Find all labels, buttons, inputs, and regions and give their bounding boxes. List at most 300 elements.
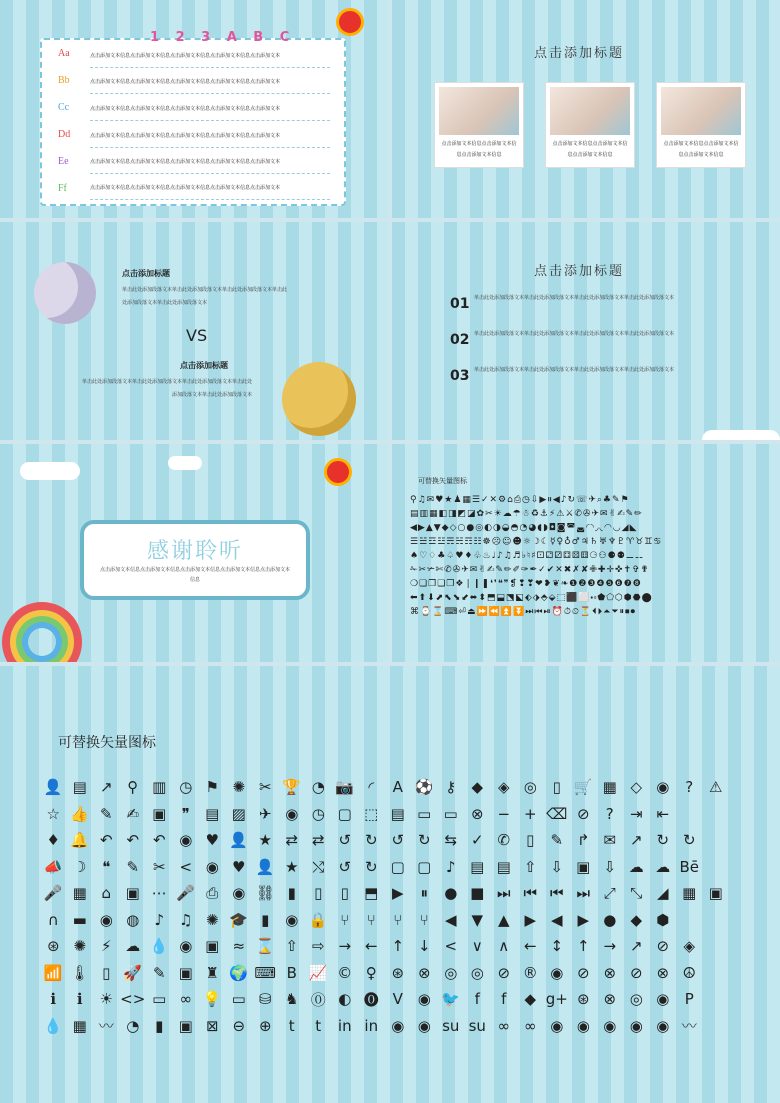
vector-icon: ⇩ — [550, 857, 564, 876]
vector-icon: ▤ — [470, 857, 485, 876]
slide-vs — [0, 222, 388, 440]
vector-icon: ← — [364, 937, 378, 956]
vector-icon: ✂ — [258, 778, 272, 797]
vector-icon: ◀ — [444, 910, 457, 929]
vector-icon: ⊕ — [258, 1016, 272, 1035]
vector-icon: ✺ — [205, 910, 219, 929]
vector-icon: ☮ — [682, 963, 696, 982]
icon-grid-row — [40, 907, 750, 934]
icon-grid-row — [40, 827, 750, 854]
vector-icon: ◉ — [391, 1016, 405, 1035]
icon-grid-row — [40, 1013, 750, 1040]
vector-icon: ✎ — [152, 963, 166, 982]
slide-letters — [0, 0, 388, 218]
slide-title: 可替换矢量图标 — [418, 477, 467, 485]
crescent-moon-icon — [34, 262, 96, 324]
icon-grid-row — [40, 801, 750, 828]
icon-row: ⚲♫✉♥★♟▦☰✓✕⚙⌂⎙◷⇩▶⏸◀♪↻☏✈⌕♣✎⚑ — [410, 495, 630, 505]
icon-grid-row — [40, 880, 750, 907]
vector-icon: ⚡ — [100, 937, 112, 956]
vector-icon: ◷ — [311, 804, 325, 823]
vector-icon: 🛒 — [573, 778, 593, 797]
vector-icon: t — [315, 1016, 322, 1035]
vector-icon: ☀ — [99, 990, 113, 1009]
vector-icon: ✺ — [232, 778, 246, 797]
text-line: 点击添加文本信息点击添加文本信息点击添加文本信息点击添加文本信息点击添加文本 — [90, 78, 330, 94]
icon-row: ⬅⬆⬇⬈⬉⬊⬋⬌⬍⬒⬓⬔⬕⬖⬗⬘⬙⬚⬛⬜⬝⬞⬟⬠⬡⬢⬣⬤ — [410, 593, 653, 603]
photo-caption: 点击添加文本信息点击添加文本信息点击添加文本信息 — [552, 141, 628, 158]
text-line: 点击添加文本信息点击添加文本信息点击添加文本信息点击添加文本信息点击添加文本 — [90, 158, 330, 174]
vector-icon: ⑂ — [393, 910, 403, 929]
vector-icon: ↺ — [338, 831, 352, 850]
vector-icon: ♪ — [445, 857, 456, 876]
vector-icon: ◎ — [523, 778, 537, 797]
letter-e: Ee — [58, 156, 69, 167]
vector-icon: ↻ — [656, 831, 670, 850]
vector-icon: 📶 — [43, 963, 63, 982]
vector-icon: ♪ — [154, 910, 165, 929]
letter-d: Dd — [58, 129, 71, 140]
vector-icon: ♥ — [205, 831, 219, 850]
vector-icon: ⚲ — [127, 778, 139, 797]
vector-icon: ⬒ — [364, 884, 379, 903]
icon-row: ✁✂✃✄✆✇✈✉✌✍✎✏✐✑✒✓✔✕✖✗✘✙✚✛✜✝✞✟ — [410, 565, 650, 575]
vector-icon: ® — [522, 963, 538, 982]
vector-icon: ⊘ — [576, 804, 590, 823]
vector-icon: ↗ — [629, 937, 643, 956]
item-text: 单击此处添加段落文本单击此处添加段落文本单击此处添加段落文本单击此处添加段落文本 — [474, 331, 675, 337]
vector-icon: ▯ — [340, 884, 349, 903]
vector-icon: ❞ — [181, 804, 190, 823]
text-line: 点击添加文本信息点击添加文本信息点击添加文本信息点击添加文本信息点击添加文本 — [90, 52, 330, 68]
item-number: 01 — [450, 296, 470, 312]
vector-icon: ★ — [258, 831, 272, 850]
vector-icon: ⊛ — [46, 937, 60, 956]
vector-icon: ▦ — [682, 884, 697, 903]
vector-icon: 🔔 — [70, 831, 90, 850]
vector-icon: ▣ — [152, 804, 167, 823]
slide-title: 点击添加标题 — [534, 264, 625, 279]
vector-icon: 📈 — [308, 963, 328, 982]
vector-icon: ⇤ — [656, 804, 670, 823]
letter-a: Aa — [58, 48, 70, 59]
vector-icon: 〰 — [681, 1017, 697, 1036]
cloud-icon — [168, 456, 202, 470]
vector-icon: ∞ — [497, 1016, 510, 1035]
vector-icon: ⊖ — [232, 1016, 246, 1035]
vector-icon: ● — [603, 910, 617, 929]
item-text: 单击此处添加段落文本单击此处添加段落文本单击此处添加段落文本单击此处添加段落文本 — [474, 367, 675, 373]
vector-icon: ✎ — [550, 831, 564, 850]
vector-icon: ▶ — [391, 884, 404, 903]
vector-icon: ★ — [285, 857, 299, 876]
vector-icon: ∞ — [179, 990, 192, 1009]
vector-icon: ↗ — [99, 778, 113, 797]
vector-icon: ✎ — [126, 857, 140, 876]
icon-row: ⌘⌚⌛⌨⏎⏏⏩⏪⏫⏬⏭⏮⏯⏰⏱⏲⏳⏴⏵⏶⏷⏸⏹⏺ — [410, 607, 637, 617]
vs-label: VS — [186, 326, 208, 345]
vector-icon: ? — [685, 778, 694, 797]
slide-list — [392, 222, 780, 440]
vector-icon: ◆ — [471, 778, 484, 797]
vector-icon: ⛁ — [258, 990, 272, 1009]
vector-icon: ⛓ — [255, 884, 275, 903]
vector-icon: A — [392, 778, 403, 797]
vector-icon: ▣ — [708, 884, 723, 903]
vector-icon: 💡 — [202, 990, 222, 1009]
vector-icon: ◉ — [550, 963, 564, 982]
vector-icon: ⏭ — [576, 884, 590, 903]
vector-icon: ◇ — [630, 778, 643, 797]
vector-icon: ⊘ — [656, 937, 670, 956]
vector-icon: ♜ — [205, 963, 219, 982]
vector-icon: ⊛ — [391, 963, 405, 982]
vector-icon: ◉ — [603, 1016, 617, 1035]
vector-icon: ℹ — [50, 990, 57, 1009]
cloud-decoration — [702, 430, 780, 440]
photo-card — [545, 82, 635, 168]
vector-icon: 🚀 — [123, 963, 143, 982]
vector-icon: ✂ — [152, 857, 166, 876]
vector-icon: ↻ — [682, 831, 696, 850]
vector-icon: ▯ — [102, 963, 111, 982]
cloud-icon — [20, 462, 80, 480]
letter-b: Bb — [58, 75, 70, 86]
vector-icon: ▯ — [314, 884, 323, 903]
vector-icon: ↶ — [126, 831, 140, 850]
vector-icon: ♫ — [179, 910, 193, 929]
vector-icon: P — [684, 990, 694, 1009]
vector-icon: ◐ — [338, 990, 352, 1009]
vector-icon: ◉ — [656, 778, 670, 797]
vector-icon: ♦ — [46, 831, 60, 850]
vector-icon: V — [392, 990, 403, 1009]
vector-icon: ◉ — [99, 910, 113, 929]
vector-icon: ✈ — [258, 804, 272, 823]
vector-icon: ⊛ — [576, 990, 590, 1009]
vector-icon: ▭ — [443, 804, 458, 823]
vector-icon: ◉ — [417, 990, 431, 1009]
text-line: 点击添加文本信息点击添加文本信息点击添加文本信息点击添加文本信息点击添加文本 — [90, 105, 330, 121]
vector-icon: ⇧ — [523, 857, 537, 876]
vector-icon: ▣ — [178, 1016, 193, 1035]
slide-photos — [392, 0, 780, 218]
vector-icon: + — [523, 804, 537, 823]
icon-grid-row — [40, 854, 750, 881]
vector-icon: 〰 — [98, 1017, 114, 1036]
slide-title: 可替换矢量图标 — [58, 735, 156, 751]
vector-icon: ▢ — [417, 857, 432, 876]
vector-icon: ◉ — [656, 1016, 670, 1035]
item-number: 03 — [450, 368, 470, 384]
vector-icon: ↻ — [364, 831, 378, 850]
icon-grid-row — [40, 774, 750, 801]
vector-icon: 🏆 — [282, 778, 302, 797]
vector-icon: ⇄ — [285, 831, 299, 850]
vector-icon: Bē — [679, 857, 700, 876]
body-2: 单击此处添加段落文本单击此处添加段落文本单击此处添加段落文本单击此处添加段落文本单击此处添加段落文本 — [82, 379, 253, 398]
vector-icon: ⇥ — [629, 804, 643, 823]
vector-icon: ⓿ — [363, 990, 379, 1009]
photo-caption: 点击添加文本信息点击添加文本信息点击添加文本信息 — [441, 141, 517, 158]
vector-icon: ↗ — [629, 831, 643, 850]
vector-icon: ◉ — [576, 1016, 590, 1035]
vector-icon: ▶ — [524, 910, 537, 929]
photo-caption: 点击添加文本信息点击添加文本信息点击添加文本信息 — [663, 141, 739, 158]
child-photo — [439, 87, 519, 135]
vector-icon: ∞ — [524, 1016, 537, 1035]
vector-icon: < — [444, 937, 458, 956]
slide-icons-large — [0, 666, 780, 1103]
child-photo — [550, 87, 630, 135]
vector-icon: ⚷ — [445, 778, 457, 797]
icon-row: ♠♡♢♣♤♥♦♧♨♩♪♫♬♭♮♯⚀⚁⚂⚃⚄⚅⚆⚇⚈⚉⚊⚋ — [410, 551, 644, 561]
vector-icon: → — [603, 937, 617, 956]
vector-icon: ◍ — [126, 910, 140, 929]
vector-icon: ▭ — [417, 804, 432, 823]
letter-f: Ff — [58, 183, 67, 194]
vector-icon: 👤 — [229, 831, 249, 850]
vector-icon: ▣ — [576, 857, 591, 876]
vector-icon: ◜ — [368, 778, 375, 797]
icon-grid-row — [40, 960, 750, 987]
vector-icon: ⤭ — [312, 857, 325, 876]
vector-icon: ◎ — [470, 963, 484, 982]
vector-icon: 🎤 — [43, 884, 63, 903]
vector-icon: 👤 — [43, 778, 63, 797]
vector-icon: ✓ — [470, 831, 484, 850]
vector-icon: t — [288, 1016, 295, 1035]
vector-icon: ▨ — [231, 804, 246, 823]
vector-icon: ● — [444, 884, 458, 903]
body-1: 单击此处添加段落文本单击此处添加段落文本单击此处添加段落文本单击此处添加段落文本单击此处添加段落文本 — [122, 287, 288, 306]
vector-icon: © — [337, 963, 353, 982]
vector-icon: ◉ — [179, 831, 193, 850]
vector-icon: 🌍 — [229, 963, 249, 982]
vector-icon: ✺ — [73, 937, 87, 956]
vector-icon: 🎓 — [229, 910, 249, 929]
vector-icon: → — [338, 937, 352, 956]
vector-icon: ▬ — [72, 910, 87, 929]
vector-icon: ◈ — [683, 937, 696, 956]
vector-icon: ⚑ — [205, 778, 219, 797]
vector-icon: ♞ — [285, 990, 299, 1009]
vector-icon: ↺ — [338, 857, 352, 876]
vector-icon: ⊗ — [603, 990, 617, 1009]
vector-icon: ⏮ — [523, 884, 537, 903]
vector-icon: ⓪ — [310, 990, 326, 1009]
vector-icon: ◉ — [417, 1016, 431, 1035]
vector-icon: ☆ — [46, 804, 60, 823]
vector-icon: ⤢ — [603, 884, 616, 903]
vector-icon: ◎ — [629, 990, 643, 1009]
vector-icon: ⊗ — [417, 963, 431, 982]
vector-icon: ◆ — [630, 910, 643, 929]
vector-icon: ↑ — [391, 937, 405, 956]
vector-icon: ☁ — [628, 857, 644, 876]
vector-icon: ? — [605, 804, 614, 823]
vector-icon: ▤ — [72, 778, 87, 797]
vector-icon: ▮ — [261, 910, 270, 929]
slide-title: 点击添加标题 — [534, 46, 625, 61]
vector-icon: 🐦 — [441, 990, 461, 1009]
vector-icon: g+ — [545, 990, 568, 1009]
vector-icon: ⇄ — [311, 831, 325, 850]
vector-icon: ↕ — [550, 937, 564, 956]
item-number: 02 — [450, 332, 470, 348]
photo-card — [656, 82, 746, 168]
vector-icon: ⑂ — [366, 910, 376, 929]
vector-icon: ≈ — [232, 937, 246, 956]
vector-icon: ◉ — [179, 937, 193, 956]
vector-icon: ↓ — [417, 937, 431, 956]
vector-icon: ↱ — [576, 831, 590, 850]
vector-icon: ⌛ — [255, 937, 275, 956]
vector-icon: ▦ — [72, 884, 87, 903]
rainbow-icon — [2, 602, 82, 662]
vector-icon: ⇩ — [603, 857, 617, 876]
icon-row: ▤▥▦◧◨◩◪✿✂☀☁☂☃♻⚓⚡⚠⚔✆✇✈✉✌✍✎✏ — [410, 509, 643, 519]
vector-icon: ⬢ — [656, 910, 670, 929]
vector-icon: ■ — [470, 884, 485, 903]
letter-c: Cc — [58, 102, 70, 113]
vector-icon: ⇨ — [311, 937, 325, 956]
item-text: 单击此处添加段落文本单击此处添加段落文本单击此处添加段落文本单击此处添加段落文本 — [474, 295, 675, 301]
vector-icon: ∧ — [498, 937, 510, 956]
vector-icon: ∨ — [471, 937, 483, 956]
vector-icon: ✉ — [603, 831, 617, 850]
vector-icon: ▯ — [552, 778, 561, 797]
vector-icon: 📣 — [43, 857, 63, 876]
vector-icon: ❝ — [102, 857, 111, 876]
vector-icon: ▥ — [152, 778, 167, 797]
vector-icon: ↶ — [152, 831, 166, 850]
text-line: 点击添加文本信息点击添加文本信息点击添加文本信息点击添加文本信息点击添加文本 — [90, 132, 330, 148]
vector-icon: ↺ — [391, 831, 405, 850]
vector-icon: ⊠ — [205, 1016, 219, 1035]
vector-icon: ⊗ — [656, 963, 670, 982]
thanks-card — [80, 520, 310, 600]
vector-icon: ⚠ — [709, 778, 723, 797]
vector-icon: ☁ — [125, 937, 141, 956]
vector-icon: ⌫ — [546, 804, 568, 823]
vector-icon: 💧 — [149, 937, 169, 956]
vector-icon: ↑ — [576, 937, 590, 956]
vector-icon: ⏮ — [549, 884, 564, 903]
vector-icon: ✎ — [99, 804, 113, 823]
vector-icon: 👍 — [70, 804, 90, 823]
vector-icon: ⊘ — [576, 963, 590, 982]
slide-thanks — [0, 444, 388, 662]
vector-icon: ▭ — [152, 990, 167, 1009]
vector-icon: ⊘ — [629, 963, 643, 982]
vector-icon: ▦ — [602, 778, 617, 797]
colorful-header: 1 2 3 A B C — [150, 30, 296, 45]
vector-icon: ▼ — [471, 910, 484, 929]
vector-icon: ◢ — [656, 884, 669, 903]
vector-icon: ⇆ — [444, 831, 458, 850]
vector-icon: ◉ — [285, 910, 299, 929]
vector-icon: ▤ — [390, 804, 405, 823]
vector-icon: ▦ — [72, 1016, 87, 1035]
sun-icon — [324, 458, 352, 486]
child-photo — [661, 87, 741, 135]
vector-icon: 🎤 — [176, 884, 196, 903]
vector-icon: ◆ — [524, 990, 537, 1009]
vector-icon: in — [364, 1016, 379, 1035]
icon-row: ◀▶▲▼◆◇○●◎◐◑◒◓◔◕◖◗◘◙◚◛◜◝◞◟◠◡◢◣ — [410, 523, 638, 533]
vector-icon: ◷ — [179, 778, 193, 797]
vector-icon: <> — [120, 990, 146, 1009]
vector-icon: ▣ — [178, 963, 193, 982]
vector-icon: ⊗ — [470, 804, 484, 823]
vector-icon: 🔒 — [308, 910, 328, 929]
slide-icons-small — [392, 444, 780, 662]
vector-icon: ▮ — [155, 1016, 164, 1035]
vector-icon: ☁ — [655, 857, 671, 876]
vector-icon: f — [501, 990, 507, 1009]
vector-icon: ◉ — [232, 884, 246, 903]
vector-icon: < — [179, 857, 193, 876]
vector-icon: ⏭ — [496, 884, 511, 903]
vector-icon: ✆ — [497, 831, 511, 850]
vector-icon: ⊗ — [603, 963, 617, 982]
thanks-subtitle: 点击添加文本信息点击添加文本信息点击添加文本信息点击添加文本信息点击添加文本信息 — [99, 567, 290, 583]
vector-icon: ▭ — [231, 990, 246, 1009]
vector-icon: ✍ — [126, 804, 140, 823]
vector-icon: ▣ — [205, 937, 220, 956]
vector-icon: ▯ — [526, 831, 535, 850]
vector-icon: ⌂ — [101, 884, 112, 903]
vector-icon: ◎ — [444, 963, 458, 982]
vector-icon: ∩ — [47, 910, 59, 929]
vector-icon: ↻ — [364, 857, 378, 876]
vector-icon: ▢ — [337, 804, 352, 823]
vector-icon: ◉ — [285, 804, 299, 823]
icon-row: ☰☱☲☳☴☵☶☷☸☹☺☻☼☽☾☿♀♁♂♃♄♅♆♇♈♉♊♋ — [410, 537, 663, 547]
vector-icon: ⚽ — [414, 778, 434, 797]
vector-icon: ⌨ — [254, 963, 277, 982]
vector-icon: ◀ — [550, 910, 563, 929]
vector-icon: ⇧ — [285, 937, 299, 956]
vector-icon: ▣ — [125, 884, 140, 903]
vector-icon: ⑂ — [340, 910, 350, 929]
vector-icon: ⑂ — [419, 910, 429, 929]
vector-icon: ← — [523, 937, 537, 956]
vector-icon: 👤 — [255, 857, 275, 876]
vector-icon: ⊘ — [497, 963, 511, 982]
vector-icon: ▲ — [497, 910, 510, 929]
icon-grid — [40, 774, 750, 1039]
vector-icon: ♥ — [232, 857, 246, 876]
photo-card — [434, 82, 524, 168]
vector-icon: ▢ — [390, 857, 405, 876]
vector-icon: ↶ — [99, 831, 113, 850]
text-line: 点击添加文本信息点击添加文本信息点击添加文本信息点击添加文本信息点击添加文本 — [90, 184, 330, 200]
sun-icon — [336, 8, 364, 36]
vector-icon: su — [442, 1016, 460, 1035]
thanks-title: 感谢聆听 — [146, 539, 243, 564]
vector-icon: ⎙ — [206, 884, 219, 903]
vector-icon: ◉ — [656, 990, 670, 1009]
vector-icon: ⤡ — [630, 884, 643, 903]
icon-grid-row — [40, 933, 750, 960]
vector-icon: ⏸ — [420, 884, 428, 903]
vector-icon: f — [474, 990, 480, 1009]
icon-row: ❍❏❐❑❒❖❘❙❚❛❜❝❞❡❢❣❤❥❦❧❶❷❸❹❺❻❼❽ — [410, 579, 642, 589]
letter-column — [58, 40, 74, 202]
vector-icon: ◔ — [126, 1016, 140, 1035]
